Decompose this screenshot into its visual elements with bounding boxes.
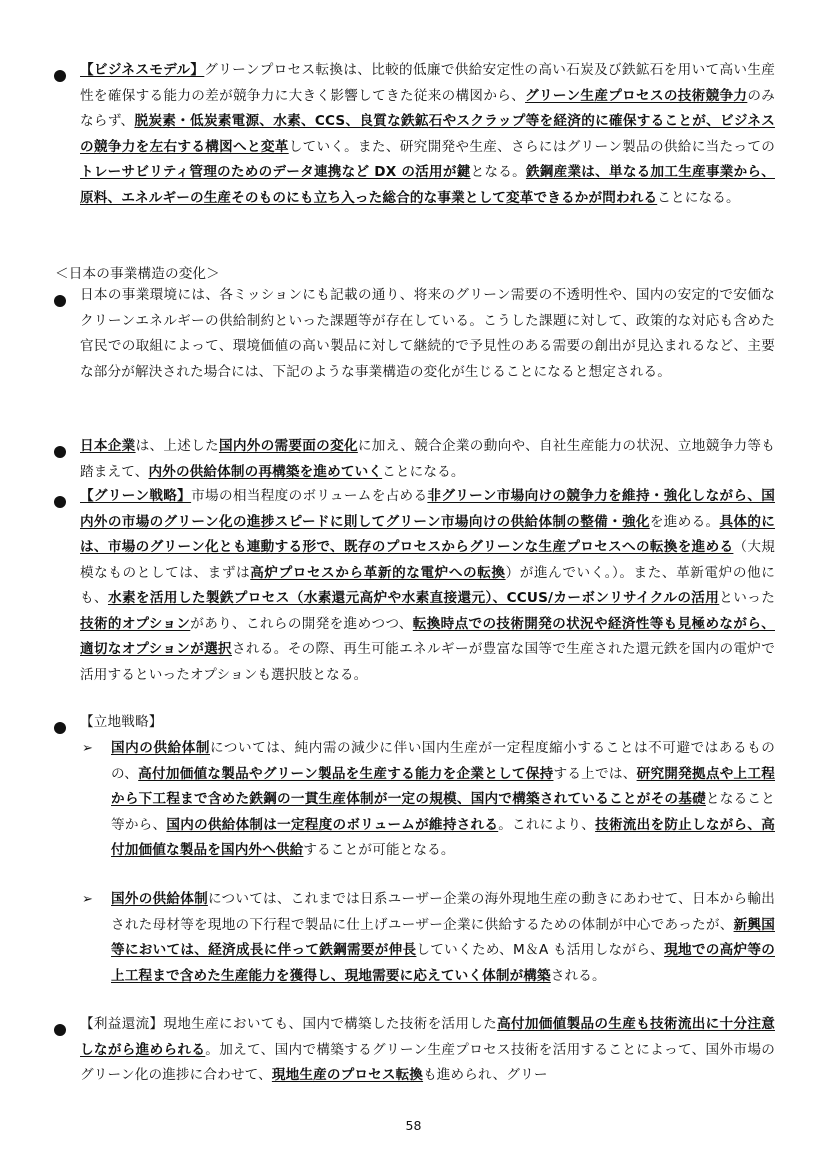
emphasized-text: 高炉プロセスから革新的な電炉への転換 [250,564,506,581]
emphasized-text: 高付加価値製品の生産も技術流出に十分注意しながら進められる [80,1016,775,1058]
body-text: も進められ、グリー [423,1067,548,1083]
body-text: ）が進んでいく。）。また、革新電炉の他にも、 [80,564,775,606]
emphasized-text: トレーサビリティ管理のためのデータ連携など DX の活用が鍵 [80,164,471,180]
paragraph-business-model [80,58,775,211]
emphasized-text: 国内の供給体制は一定程度のボリュームが維持される [166,816,499,833]
emphasized-text: 水素を活用した製鉄プロセス（水素還元高炉や水素直接還元）、CCUS/カーボンリサイクルの活用 [107,590,720,606]
body-text: 【利益還流】 [80,1016,164,1032]
emphasized-text: 技術的オプション [80,615,191,632]
emphasized-text: 【ビジネスモデル】 [80,62,205,78]
emphasized-text: 日本企業 [80,438,136,454]
emphasized-text: 国内外の需要面の変化 [218,438,358,454]
bullet-dot [54,70,66,82]
body-text: 市場の相当程度のボリュームを占める [191,488,428,504]
bullet-dot [54,295,66,307]
arrow-bullet-icon: ➢ [82,892,93,907]
body-text: に加え、競合企業の動向や、自社生産能力の状況、立地競争力等も踏まえて、 [80,438,776,480]
body-text: グリーンプロセス転換は、比較的低廉で供給安定性の高い石炭及び鉄鉱石を用いて高い生産性を確保する能力の差が競争力に大きく影響してきた従来の構図から、 [80,62,776,104]
body-text: していく。また、研究開発や生産、さらにはグリーン製品の供給に当たっての [288,138,776,155]
arrow-bullet-icon: ➢ [82,741,93,756]
emphasized-text: 非グリーン市場向けの競争力を維持・強化しながら、国内外の市場のグリーン化の進捗スピードに則してグリーン市場向けの供給体制の整備・強化 [80,488,775,530]
body-text: （大規模なものとしては、まずは [80,539,776,581]
page-number: 58 [405,1118,422,1133]
bullet-dot [54,496,66,508]
bullet-dot [54,722,66,734]
paragraph-business-environment [80,283,775,385]
emphasized-text: 転換時点での技術開発の状況や経済性等も見極めながら、適切なオプションが選択 [80,615,775,657]
body-text: となる。 [470,164,526,180]
emphasized-text: 研究開発拠点や上工程から下工程まで含めた鉄鋼の一貫生産体制が一定の規模、国内で構築されていることがその基礎 [111,765,776,807]
body-text: ことになる。 [657,189,740,206]
emphasized-text: 脱炭素・低炭素電源、水素、CCS、良質な鉄鉱石やスクラップ等を経済的に確保することが、ビジネスの競争力を左右する構図へと変革 [80,113,775,155]
body-text: 【立地戦略】 [80,714,163,730]
emphasized-text: 鉄鋼産業は、単なる加工生産事業から、原料、エネルギーの生産そのものにも立ち入った総合的な事業として変革できるかが問われる [80,164,775,206]
body-text: される。その際、再生可能エネルギーが豊富な国等で生産された還元鉄を国内の電炉で活用するといったオプションも選択肢となる。 [80,641,775,683]
body-text: される。 [550,967,606,984]
body-text: 現地生産においても、国内で構築した技術を活用した [163,1016,498,1032]
body-text: となること等から、 [111,791,776,833]
section-heading: ＜日本の事業構造の変化＞ [55,266,220,282]
paragraph-japanese-companies [80,434,775,485]
body-text: については、純内需の減少に伴い国内生産が一定程度縮小することは不可避ではあるものの、 [111,740,775,782]
emphasized-text: 【グリーン戦略】 [80,488,192,504]
emphasized-text: 現地生産のプロセス転換 [271,1067,424,1083]
subparagraph-overseas-supply [111,887,775,989]
emphasized-text: 技術流出を防止しながら、高付加価値な製品を国内外へ供給 [111,816,775,858]
subparagraph-domestic-supply [111,736,775,864]
paragraph-green-strategy [80,484,775,688]
emphasized-text: 具体的には、市場のグリーン化とも連動する形で、既存のプロセスからグリーンな生産プロセスへの転換を進める [80,513,776,555]
body-text: があり、これらの開発を進めつつ、 [190,615,413,632]
emphasized-text: 現地での高炉等の上工程まで含めた生産能力を獲得し、現地需要に応えていく体制が構築 [111,942,775,984]
body-text: 日本の事業環境には、各ミッションにも記載の通り、将来のグリーン需要の不透明性や、国内の安定的で安価なクリーンエネルギーの供給制約といった課題等が存在している。こうした課題に対して、政策的な対応も含めた官民での取組によって、環境価値の高い製品に対して継続的で予見性のある需要の創出が見込まれるなど、主要な部分が解決された場合には、下記のような事業構造の変化が生じることになると想定される。 [80,287,775,380]
bullet-dot [54,446,66,458]
emphasized-text: 国外の供給体制 [111,891,208,907]
body-text: していくため、M＆A も活用しながら、 [416,942,665,958]
emphasized-text: 内外の供給体制の再構築を進めていく [148,463,383,480]
emphasized-text: グリーン生産プロセスの技術競争力 [525,87,748,104]
body-text: については、これまでは日系ユーザー企業の海外現地生産の動きにあわせて、日本から輸出された母材等を現地の下行程で製品に仕上げユーザー企業に供給するための体制が中心であったが、 [111,891,775,933]
body-text: は、上述した [135,438,219,454]
emphasized-text: 新興国等においては、経済成長に伴って鉄鋼需要が伸長 [111,916,775,958]
bullet-dot [54,1024,66,1036]
body-text: 。これにより、 [498,816,596,833]
emphasized-text: 国内の供給体制 [111,740,210,756]
body-text: することが可能となる。 [303,842,455,858]
body-text: を進める。 [649,513,720,530]
body-text: する上では、 [553,765,637,782]
paragraph-location-strategy [80,710,775,736]
paragraph-profit-return [80,1012,775,1089]
body-text: といった [719,590,775,606]
emphasized-text: 高付加価値な製品やグリーン製品を生産する能力を企業として保持 [138,765,554,782]
body-text: 。加えて、国内で構築するグリーン生産プロセス技術を活用することによって、国外市場のグリーン化の進捗に合わせて、 [80,1041,775,1083]
body-text: ことになる。 [382,463,465,480]
body-text: のみならず、 [80,87,775,129]
